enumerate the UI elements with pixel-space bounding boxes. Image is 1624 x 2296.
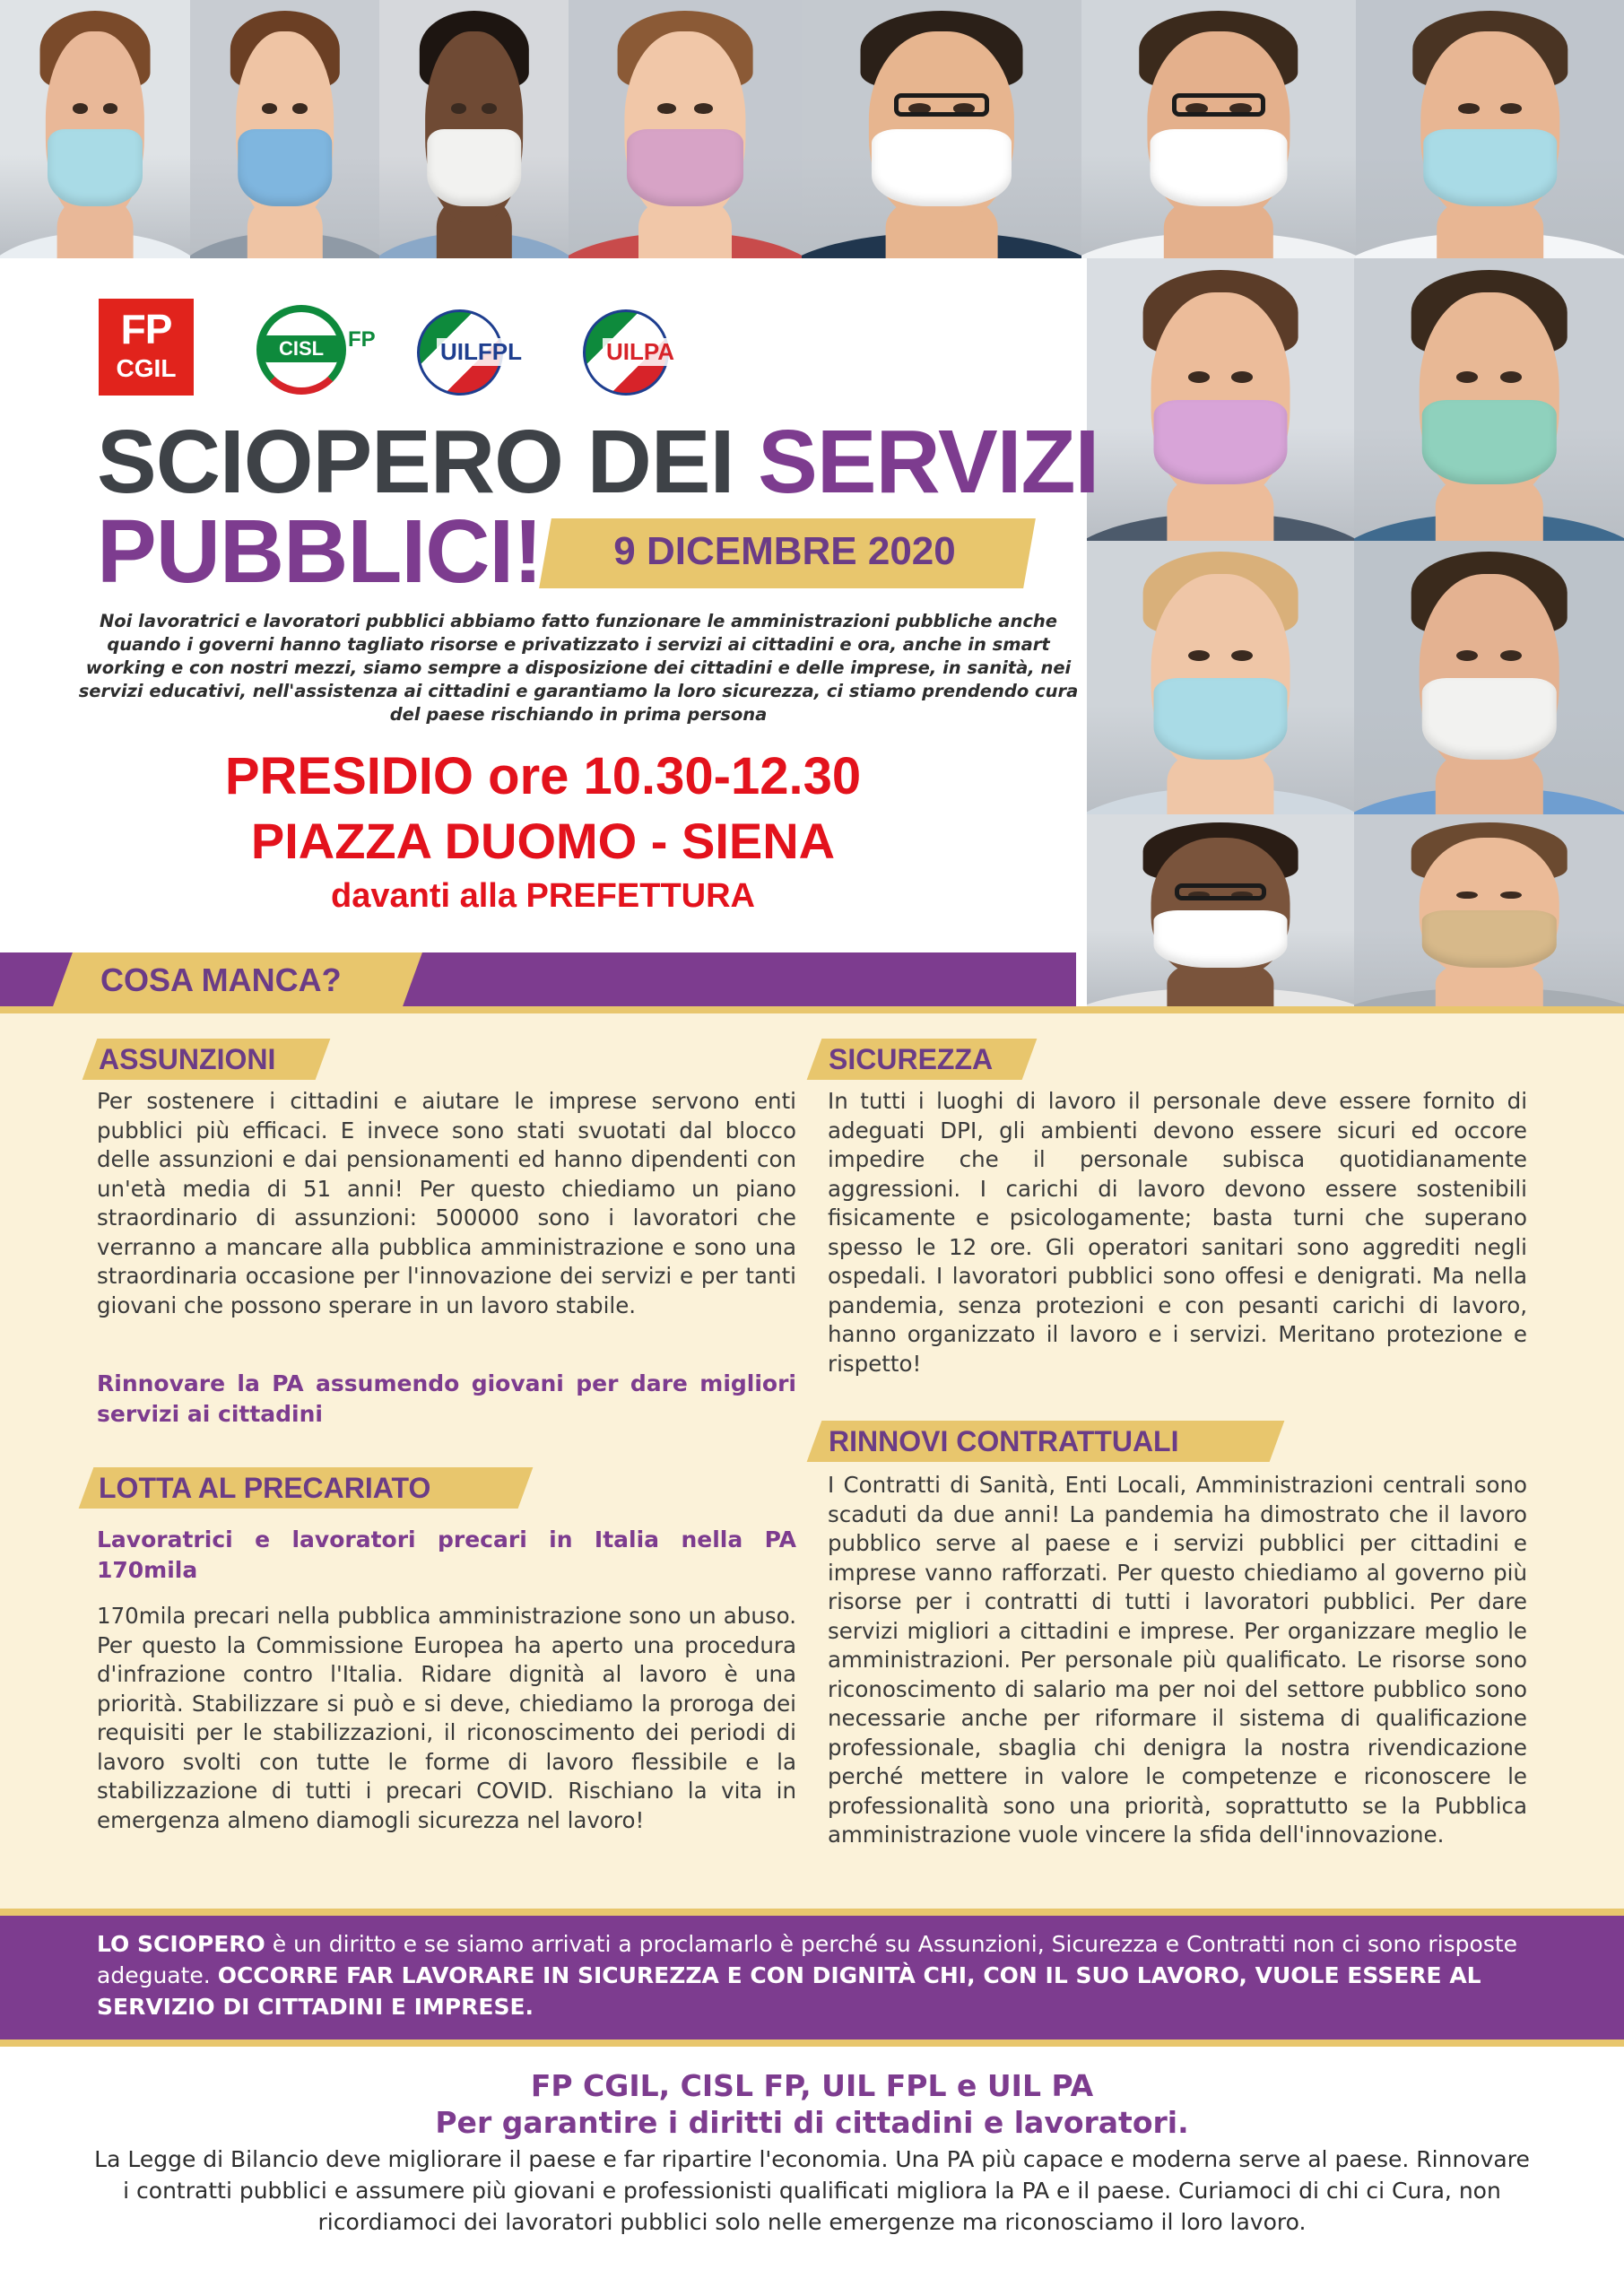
uilfpl-logo-text: UILFPL: [437, 338, 525, 366]
masked-face-photo: [379, 0, 569, 258]
headline-part-grey: SCIOPERO DEI: [97, 412, 759, 512]
masked-face-photo: [569, 0, 802, 258]
masked-face-photo: [1354, 541, 1624, 814]
intro-paragraph: Noi lavoratrici e lavoratori pubblici abbiamo fatto funzionare le amministrazioni pubbliche anche quando i governi hanno tagliato risorse e privatizzato i servizi ai cittadini e ora, anche in smart working e con nostri mezzi, siamo sempre a disposizione dei cittadini e delle imprese, in sanità, nei servizi educativi, nell'assistenza ai cittadini e garantiamo la loro sicurezza, ci stiamo prendendo cura del paese rischiando in prima persona: [78, 611, 1079, 725]
masked-face-photo: [1081, 0, 1356, 258]
final-paragraph: La Legge di Bilancio deve migliorare il paese e far ripartire l'economia. Una PA più capace e moderna serve al paese. Rinnovare i contratti pubblici e assumere più giovani e professionisti qualificati migliora la PA e il paese. Curiamoci di chi ci Cura, non ricordiamoci dei lavoratori pubblici solo nelle emergenze ma riconosciamo il loro lavoro.: [94, 2146, 1530, 2235]
cosa-manca-title: COSA MANCA?: [100, 961, 342, 998]
sicurezza-body: In tutti i luoghi di lavoro il personale deve essere fornito di adeguati DPI, gli ambienti devono essere sicuri ed occore impedire che il personale subisca quotidianamente aggressioni. I carichi di lavoro devono essere sostenibili fisicamente e psicologamente; basta turni che superano spesso le 12 ore. Gli operatori sanitari sono aggrediti negli ospedali. I lavoratori pubblici sono offesi e denigrati. Ma nella pandemia, senza protezioni e con pesanti carichi di lavoro, hanno organizzato il lavoro e i servizi. Meritano protezione e rispetto!: [828, 1088, 1527, 1377]
assunzioni-body: Per sostenere i cittadini e aiutare le imprese servono enti pubblici più efficaci. E invece sono stati svuotati dal blocco delle assunzioni e dai pensionamenti ed hanno dipendenti con un'età media di 51 anni! Per questo chiediamo un piano straordinario di assunzioni: 500000 sono i lavoratori che verranno a mancare alla pubblica amministrazione e sono una straordinaria occasione per l'innovazione dei servizi e per tanti giovani che possono sperare in un lavoro stabile.: [97, 1088, 796, 1318]
assunzioni-highlight: Rinnovare la PA assumendo giovani per dare migliori servizi ai cittadini: [97, 1370, 796, 1427]
presidio-location-detail: davanti alla PREFETTURA: [331, 877, 755, 915]
divider: [0, 2039, 1624, 2047]
strike-bold: OCCORRE FAR LAVORARE IN SICUREZZA E CON DIGNITÀ CHI, CON IL SUO LAVORO, VUOLE ESSERE AL SERVIZIO DI CITTADINI E IMPRESE.: [97, 1962, 1481, 2020]
uilpa-logo-text: UILPA: [603, 338, 678, 366]
slogan-line: Per garantire i diritti di cittadini e lavoratori.: [435, 2105, 1189, 2140]
strike-statement: [97, 1928, 1532, 2022]
presidio-place: PIAZZA DUOMO - SIENA: [250, 813, 836, 869]
masked-face-photo: [1087, 814, 1354, 1006]
cisl-fp-label: FP: [348, 327, 376, 352]
masked-face-photo: [1354, 258, 1624, 541]
masked-face-photo: [1087, 258, 1354, 541]
headline-pubblici: PUBBLICI!: [97, 501, 543, 602]
precariato-body: 170mila precari nella pubblica amministrazione sono un abuso. Per questo la Commissione Europea ha aperto una procedura d'infrazione contro l'Italia. Ridare dignità al lavoro è una priorità. Stabilizzare si può e si deve, chiediamo la proroga dei requisiti per le stabilizzazioni, il riconoscimento dei periodi di lavoro svolti con tutte le forme di lavoro flessibile e la stabilizzazione di tutti i precari COVID. Rischiano la vita in emergenza almeno diamogli sicurezza nel lavoro!: [97, 1603, 796, 1833]
cisl-logo-text: CISL: [264, 335, 339, 362]
masked-face-photo: [1356, 0, 1624, 258]
headline-part-purple: SERVIZI: [758, 412, 1099, 512]
fp-cgil-logo: [99, 299, 194, 396]
divider: [0, 1006, 1624, 1013]
rinnovi-title: RINNOVI CONTRATTUALI: [829, 1425, 1179, 1457]
strike-lead: LO SCIOPERO: [97, 1931, 265, 1957]
masked-face-photo: [1087, 541, 1354, 814]
headline-line-1: [97, 412, 1099, 512]
strike-text: è un diritto e se siamo arrivati a proclamarlo è perché su Assunzioni, Sicurezza e Contratti non ci sono risposte adeguate.: [97, 1931, 1518, 1988]
uilpa-logo: [583, 309, 699, 399]
sicurezza-title: SICUREZZA: [829, 1043, 994, 1075]
headline-line-2: [97, 501, 543, 602]
precariato-title: LOTTA AL PRECARIATO: [99, 1472, 431, 1504]
masked-face-photo: [190, 0, 379, 258]
uilfpl-logo: [417, 309, 534, 399]
assunzioni-title: ASSUNZIONI: [99, 1043, 276, 1075]
unions-line: FP CGIL, CISL FP, UIL FPL e UIL PA: [530, 2068, 1094, 2103]
strike-date: 9 DICEMBRE 2020: [613, 529, 956, 573]
rinnovi-body: I Contratti di Sanità, Enti Locali, Amministrazioni centrali sono scaduti da due anni! La pandemia ha dimostrato che il lavoro pubblico serve al paese e i servizi pubblici per cittadini e imprese vanno rafforzati. Per questo chiediamo al governo più risorse per i contratti di tutti i lavoratori pubblici. Per dare servizi migliori a cittadini e imprese. Per organizzare meglio le amministrazioni. Per personale più qualificato. Le risorse sono riconoscimento di salario ma per noi del settore pubblico sono necessarie anche per riformare il sistema di qualificazione professionale, sbaglia chi denigra la nostra rivendicazione perché mettere in valore le competenze e riconoscere le professionalità sono una priorità, soprattutto se la Pubblica amministrazione vuole vincere la sfida dell'innovazione.: [828, 1472, 1527, 1848]
fp-cgil-logo-bottom: CGIL: [116, 354, 177, 382]
masked-face-photo: [802, 0, 1081, 258]
masked-face-photo: [1354, 814, 1624, 1006]
masked-face-photo: [0, 0, 190, 258]
cisl-logo: [251, 305, 350, 395]
presidio-time: PRESIDIO ore 10.30-12.30: [224, 747, 862, 805]
precariato-subtitle: Lavoratrici e lavoratori precari in Italia nella PA 170mila: [97, 1526, 796, 1583]
divider: [0, 1909, 1624, 1916]
fp-cgil-logo-top: FP: [120, 306, 172, 352]
